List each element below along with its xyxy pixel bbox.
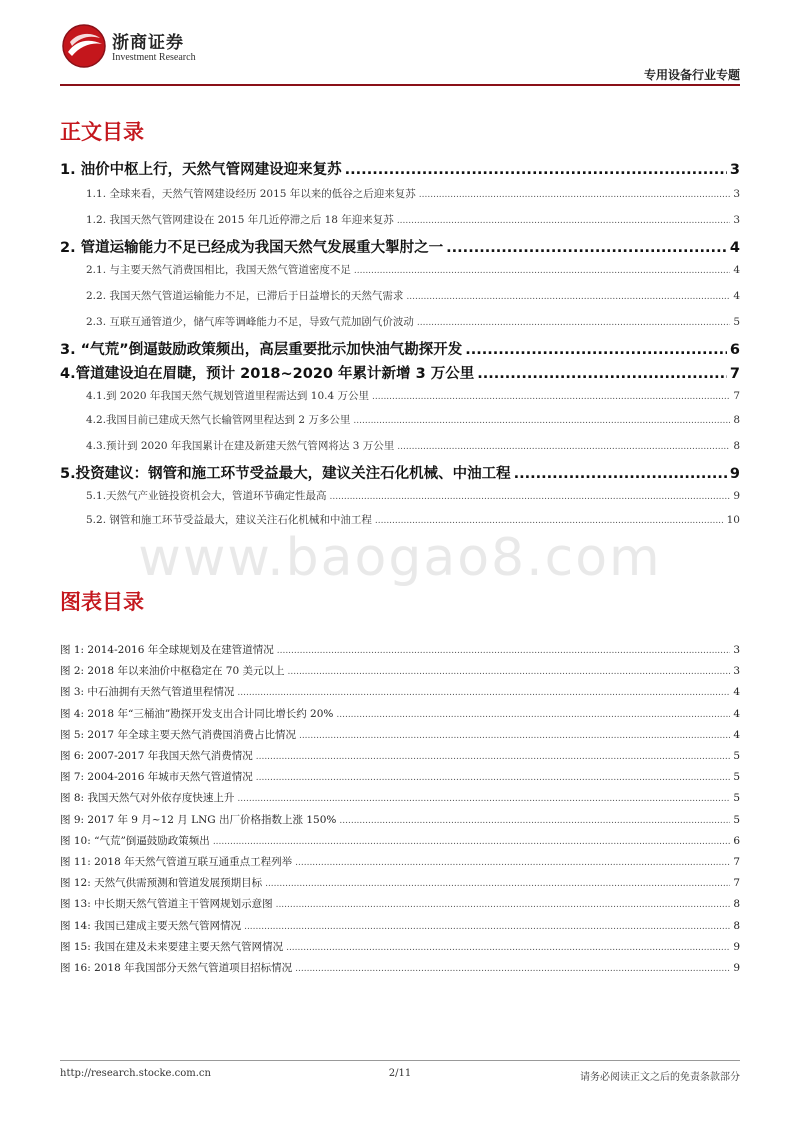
- figure-entry-label: 图 11: 2018 年天然气管道互联互通重点工程列举: [60, 856, 293, 868]
- figure-list-entry[interactable]: [60, 663, 740, 678]
- figure-entry-page: 7: [733, 877, 740, 890]
- page-number: 2/11: [388, 1068, 412, 1079]
- toc-leader-dots: [353, 414, 730, 426]
- figure-entry-page: 9: [733, 940, 740, 953]
- figure-leader-dots: [256, 771, 731, 783]
- toc-entry-section[interactable]: [86, 412, 740, 427]
- toc-entry-chapter[interactable]: [60, 338, 740, 359]
- figure-entry-page: 8: [733, 898, 740, 911]
- toc-leader-dots: [477, 366, 727, 382]
- figure-entry-label: 图 12: 天然气供需预测和管道发展预期目标: [60, 877, 263, 890]
- toc-entry-page: 4: [733, 290, 740, 302]
- toc-entry-page: 3: [729, 162, 740, 178]
- toc-entry-label: 2.2. 我国天然气管道运输能力不足，已滞后于日益增长的天然气需求: [86, 290, 404, 302]
- toc-entry-label: 2.3. 互联互通管道少，储气库等调峰能力不足，导致气荒加剧气价波动: [86, 316, 414, 328]
- figure-entry-label: 图 14: 我国已建成主要天然气管网情况: [60, 919, 242, 932]
- toc-leader-dots: [397, 440, 730, 452]
- toc-entry-label: 2. 管道运输能力不足已经成为我国天然气发展重大掣肘之一: [60, 240, 444, 256]
- toc-entry-page: 3: [733, 214, 740, 226]
- figure-list-entry[interactable]: [60, 642, 740, 657]
- figure-entry-page: 6: [733, 834, 740, 847]
- figure-entry-label: 图 8: 我国天然气对外依存度快速上升: [60, 792, 235, 805]
- toc-entry-label: 5.1.天然气产业链投资机会大，管道环节确定性最高: [86, 490, 327, 502]
- figure-leader-dots: [295, 856, 730, 868]
- toc-entry-section[interactable]: [86, 262, 740, 277]
- figure-leader-dots: [237, 792, 730, 804]
- figure-entry-page: 3: [733, 665, 740, 678]
- figure-entry-label: 图 9: 2017 年 9 月~12 月 LNG 出厂价格指数上涨 150%: [60, 813, 337, 826]
- toc-leader-dots: [372, 390, 730, 402]
- header-divider: [60, 84, 740, 86]
- toc-entry-chapter[interactable]: [60, 362, 740, 383]
- figure-entry-label: 图 15: 我国在建及未来要建主要天然气管网情况: [60, 940, 284, 953]
- report-type: 专用设备行业专题: [643, 68, 740, 82]
- toc-entry-page: 7: [733, 390, 740, 402]
- figure-leader-dots: [336, 708, 730, 720]
- toc-entry-section[interactable]: [86, 314, 740, 329]
- figure-entry-label: 图 3: 中石油拥有天然气管道里程情况: [60, 686, 235, 699]
- figure-entry-label: 图 4: 2018 年“三桶油”勘探开发支出合计同比增长约 20%: [60, 707, 334, 720]
- figure-list-entry[interactable]: [60, 875, 740, 890]
- watermark: www.baogao8.com: [138, 528, 662, 588]
- toc-leader-dots: [397, 214, 731, 226]
- toc-entry-label: 4.3.预计到 2020 年我国累计在建及新建天然气管网将达 3 万公里: [86, 440, 395, 452]
- figure-leader-dots: [213, 835, 731, 847]
- figure-leader-dots: [277, 644, 731, 656]
- figure-leader-dots: [299, 729, 730, 741]
- figure-leader-dots: [237, 686, 730, 698]
- toc-entry-chapter[interactable]: [60, 236, 740, 257]
- figure-list-entry[interactable]: [60, 854, 740, 869]
- toc-entry-section[interactable]: [86, 512, 740, 527]
- figure-entry-label: 图 1: 2014-2016 年全球规划及在建管道情况: [60, 644, 274, 656]
- figure-entry-label: 图 13: 中长期天然气管道主干管网规划示意图: [60, 898, 273, 911]
- toc-entry-page: 10: [726, 514, 740, 526]
- figure-entry-page: 4: [733, 728, 740, 741]
- figure-leader-dots: [265, 877, 730, 889]
- figure-list-entry[interactable]: [60, 684, 740, 699]
- figure-list-entry[interactable]: [60, 896, 740, 911]
- figure-leader-dots: [244, 920, 730, 932]
- toc-entry-section[interactable]: [86, 438, 740, 453]
- figure-list-entry[interactable]: [60, 939, 740, 954]
- toc-entry-chapter[interactable]: [60, 158, 740, 179]
- toc-entry-page: 4: [729, 240, 740, 256]
- toc-entry-page: 9: [733, 490, 740, 502]
- logo-english-name: Investment Research: [112, 52, 196, 63]
- figure-list-entry[interactable]: [60, 812, 740, 827]
- toc-leader-dots: [419, 188, 731, 200]
- toc-entry-section[interactable]: [86, 288, 740, 303]
- toc-entry-label: 2.1. 与主要天然气消费国相比，我国天然气管道密度不足: [86, 264, 351, 276]
- toc-entry-section[interactable]: [86, 212, 740, 227]
- toc-entry-label: 4.2.我国目前已建成天然气长输管网里程达到 2 万多公里: [86, 414, 351, 426]
- figure-entry-page: 5: [733, 771, 740, 784]
- figure-entry-page: 8: [733, 919, 740, 932]
- figure-entry-page: 4: [733, 707, 740, 720]
- toc-leader-dots: [417, 316, 730, 328]
- figure-entry-label: 图 2: 2018 年以来油价中枢稳定在 70 美元以上: [60, 665, 285, 678]
- figure-entry-label: 图 16: 2018 年我国部分天然气管道项目招标情况: [60, 962, 293, 974]
- toc-entry-page: 8: [733, 414, 740, 426]
- toc-entry-label: 4.管道建设迫在眉睫，预计 2018~2020 年累计新增 3 万公里: [60, 366, 475, 382]
- toc-entry-page: 6: [729, 342, 740, 358]
- figure-leader-dots: [256, 750, 731, 762]
- footer-url[interactable]: http://research.stocke.com.cn: [60, 1068, 211, 1079]
- toc-entry-section[interactable]: [86, 488, 740, 503]
- toc-leader-dots: [514, 466, 727, 482]
- figure-list-entry[interactable]: [60, 918, 740, 933]
- figure-entry-label: 图 7: 2004-2016 年城市天然气管道情况: [60, 771, 253, 784]
- figure-leader-dots: [276, 898, 731, 910]
- footer-divider: [60, 1060, 740, 1061]
- page-header: [60, 22, 740, 84]
- toc-leader-dots: [375, 514, 724, 526]
- toc-entry-section[interactable]: [86, 388, 740, 403]
- toc-entry-label: 5.2. 钢管和施工环节受益最大，建议关注石化机械和中油工程: [86, 514, 372, 526]
- figure-list-entry[interactable]: [60, 748, 740, 763]
- toc-entry-label: 3. “气荒”倒逼鼓励政策频出，高层重要批示加快油气勘探开发: [60, 342, 463, 358]
- figure-entry-page: 9: [733, 962, 740, 974]
- figure-leader-dots: [286, 941, 730, 953]
- figure-entry-label: 图 5: 2017 年全球主要天然气消费国消费占比情况: [60, 728, 296, 741]
- figure-entry-label: 图 10: “气荒”倒逼鼓励政策频出: [60, 834, 210, 847]
- toc-entry-page: 8: [733, 440, 740, 452]
- logo-company-name: 浙商证券: [112, 33, 184, 53]
- figure-list-entry[interactable]: [60, 960, 740, 975]
- toc-entry-chapter[interactable]: [60, 462, 740, 483]
- figure-entry-page: 7: [733, 856, 740, 868]
- toc-entry-page: 4: [733, 264, 740, 276]
- figure-entry-page: 3: [733, 644, 740, 656]
- toc-entry-page: 7: [729, 366, 740, 382]
- figure-list-entry[interactable]: [60, 769, 740, 784]
- figure-entry-page: 4: [733, 686, 740, 699]
- figure-list-entry[interactable]: [60, 727, 740, 742]
- company-logo-icon: [60, 22, 108, 70]
- toc-entry-label: 4.1.到 2020 年我国天然气规划管道里程需达到 10.4 万公里: [86, 390, 369, 402]
- figure-entry-page: 5: [733, 792, 740, 805]
- toc-entry-label: 1.2. 我国天然气管网建设在 2015 年几近停滞之后 18 年迎来复苏: [86, 214, 394, 226]
- toc-title: 正文目录: [60, 120, 144, 144]
- toc-leader-dots: [330, 490, 731, 502]
- figure-list-entry[interactable]: [60, 833, 740, 848]
- footer-disclaimer: 请务必阅读正文之后的免责条款部分: [580, 1072, 740, 1083]
- toc-entry-section[interactable]: [86, 186, 740, 201]
- toc-entry-page: 9: [729, 466, 740, 482]
- figure-entry-page: 5: [733, 750, 740, 762]
- toc-leader-dots: [465, 342, 727, 358]
- toc-leader-dots: [406, 290, 730, 302]
- toc-leader-dots: [446, 240, 727, 256]
- toc-leader-dots: [345, 162, 727, 178]
- toc-entry-page: 5: [733, 316, 740, 328]
- figure-entry-page: 5: [733, 813, 740, 826]
- figure-leader-dots: [288, 665, 731, 677]
- figure-leader-dots: [295, 962, 730, 974]
- figures-title: 图表目录: [60, 590, 144, 614]
- toc-leader-dots: [354, 264, 730, 276]
- figure-entry-label: 图 6: 2007-2017 年我国天然气消费情况: [60, 750, 253, 762]
- toc-entry-label: 5.投资建议：钢管和施工环节受益最大，建议关注石化机械、中油工程: [60, 466, 511, 482]
- toc-entry-label: 1. 油价中枢上行，天然气管网建设迎来复苏: [60, 162, 342, 178]
- figure-list-entry[interactable]: [60, 706, 740, 721]
- toc-entry-page: 3: [733, 188, 740, 200]
- toc-entry-label: 1.1. 全球来看，天然气管网建设经历 2015 年以来的低谷之后迎来复苏: [86, 188, 416, 200]
- figure-leader-dots: [339, 814, 730, 826]
- figure-list-entry[interactable]: [60, 790, 740, 805]
